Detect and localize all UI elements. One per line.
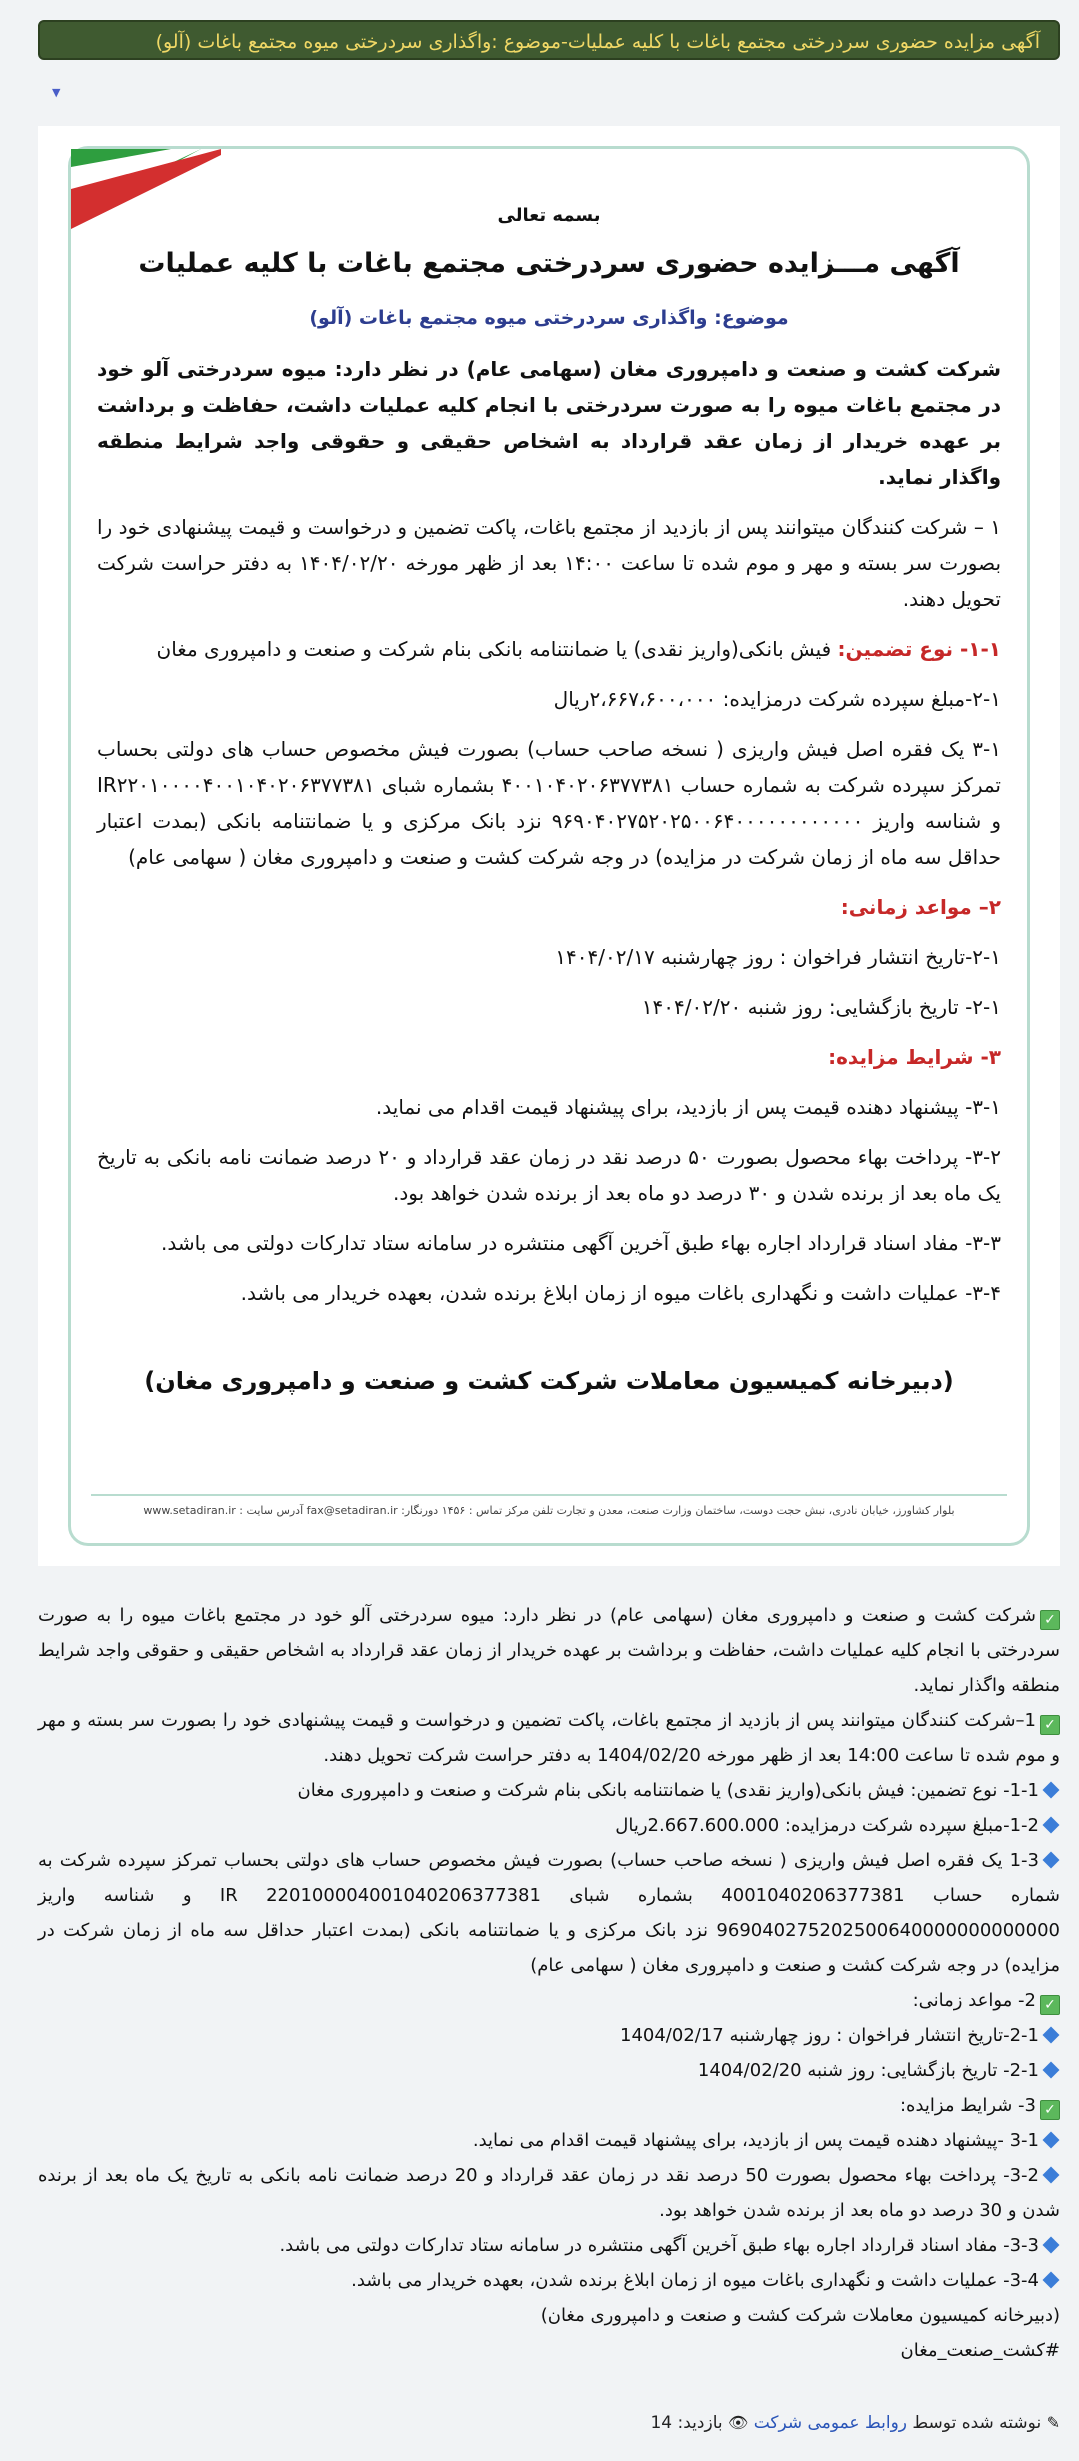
body-item-3-3 xyxy=(38,2228,1060,2263)
document-item-1: ۱ – شرکت کنندگان میتوانند پس از بازدید از مجتمع باغات، پاکت تضمین و درخواست و قیمت پیشنهادی خود را بصورت سر بسته و مهر و موم شده تا ساعت ۱۴:۰۰ بعد از ظهر مورخه ۱۴۰۴/۰۲/۲۰ به دفتر حراست شرکت تحویل دهند. xyxy=(97,515,1002,611)
document-item-1-1-label: ۱-۱- نوع تضمین: xyxy=(837,637,1001,661)
page-title: آگهی مزایده حضوری سردرختی مجتمع باغات با کلیه عملیات-موضوع :واگذاری سردرختی میوه مجتمع باغات (آلو) xyxy=(38,20,1060,60)
document-footer: بلوار کشاورز، خیابان نادری، نبش حجت دوست، ساختمان وزارت صنعت، معدن و تجارت تلفن مرکز تماس : ۱۴۵۶ دورنگار: fax@setadiran.ir آدرس سایت : www.setadiran.ir xyxy=(91,1494,1007,1517)
document-subject: موضوع: واگذاری سردرختی میوه مجتمع باغات (آلو) xyxy=(309,307,789,329)
article-body xyxy=(38,1598,1060,2368)
body-intro xyxy=(38,1598,1060,1703)
body-item-1 xyxy=(38,1703,1060,1773)
document-item-1-1 xyxy=(97,631,1001,667)
document-intro: شرکت کشت و صنعت و دامپروری مغان (سهامی عام) در نظر دارد: میوه سردرختی آلو خود در مجتمع باغات میوه را به صورت سردرختی با انجام کلیه عملیات داشت، حفاظت و برداشت بر عهده خریدار از زمان عقد قرارداد به اشخاص حقیقی و حقوقی واجد شرایط منطقه واگذار نماید. xyxy=(97,357,1001,489)
body-item-1-3 xyxy=(38,1843,1060,1983)
body-item-3-4 xyxy=(38,2263,1060,2298)
document-heading-3: ۳- شرایط مزایده: xyxy=(828,1045,1001,1069)
announcement-image xyxy=(38,126,1060,1566)
diamond-bullet-icon xyxy=(1043,2272,1060,2289)
body-item-3-2-text: 3-2- پرداخت بهاء محصول بصورت 50 درصد نقد در زمان عقد قرارداد و 20 درصد ضمانت نامه بانکی به تاریخ یک ماه بعد از برنده شدن و 30 درصد دو ماه بعد از برنده شدن خواهد بود. xyxy=(38,2165,1060,2221)
author-link[interactable]: روابط عمومی شرکت xyxy=(753,2413,907,2433)
body-item-3-3-text: 3-3- مفاد اسناد قرارداد اجاره بهاء طبق آخرین آگهی منتشره در سامانه ستاد تدارکات دولتی می باشد. xyxy=(279,2235,1039,2256)
body-item-1-text: 1–شرکت کنندگان میتوانند پس از بازدید از مجتمع باغات، پاکت تضمین و درخواست و قیمت پیشنهادی خود را بصورت سر بسته و مهر و موم شده تا ساعت 14:00 بعد از ظهر مورخه 1404/02/20 به دفتر حراست شرکت تحویل دهند. xyxy=(38,1710,1060,1766)
body-item-3-1-text: 3-1 -پیشنهاد دهنده قیمت پس از بازدید، برای پیشنهاد قیمت اقدام می نماید. xyxy=(472,2130,1039,2151)
check-icon: ✓ xyxy=(1040,1610,1060,1630)
views-count: 14 xyxy=(650,2413,673,2433)
document-item-3-2: ۳-۲- پرداخت بهاء محصول بصورت ۵۰ درصد نقد در زمان عقد قرارداد و ۲۰ درصد ضمانت نامه بانکی به تاریخ یک ماه بعد از برنده شدن و ۳۰ درصد دو ماه بعد از برنده شدن خواهد بود. xyxy=(97,1145,1001,1205)
body-item-2-1 xyxy=(38,2018,1060,2053)
body-item-2-2 xyxy=(38,2053,1060,2088)
diamond-bullet-icon xyxy=(1043,2132,1060,2149)
announcement-document xyxy=(68,146,1030,1546)
body-item-1-3-text: 1-3 یک فقره اصل فیش واریزی ( نسخه صاحب حساب) بصورت فیش مخصوص حساب های دولتی بحساب تمرکز سپرده شرکت به شماره حساب 4001040206377381 بشماره شبای IR 220100004001040206377381 و شناسه واریز 969040275202500640000000000000 نزد بانک مرکزی و یا ضمانتنامه بانکی (بمدت اعتبار حداقل سه ماه از زمان شرکت در مزایده) در وجه شرکت کشت و صنعت و دامپروری مغان ( سهامی عام) xyxy=(38,1850,1061,1976)
body-hashtag[interactable]: #کشت_صنعت_مغان xyxy=(900,2340,1060,2361)
body-item-1-1 xyxy=(38,1773,1060,1808)
written-by-label: نوشته شده توسط xyxy=(912,2413,1042,2433)
body-signature: (دبیرخانه کمیسیون معاملات شرکت کشت و صنعت و دامپروری مغان) xyxy=(540,2305,1060,2326)
document-item-3-4: ۳-۴- عملیات داشت و نگهداری باغات میوه از زمان ابلاغ برنده شدن، بعهده خریدار می باشد. xyxy=(240,1281,1001,1305)
body-item-2-text: 2- مواعد زمانی: xyxy=(912,1990,1036,2011)
diamond-bullet-icon xyxy=(1043,2167,1060,2184)
document-heading-2: ۲– مواعد زمانی: xyxy=(840,895,1001,919)
document-item-1-2: ۲-۱-مبلغ سپرده شرکت درمزایده: ۲،۶۶۷،۶۰۰،۰۰۰ریال xyxy=(553,687,1001,711)
body-item-2 xyxy=(38,1983,1060,2018)
diamond-bullet-icon xyxy=(1043,1852,1060,1869)
body-item-1-2 xyxy=(38,1808,1060,1843)
body-item-3 xyxy=(38,2088,1060,2123)
caret-down-icon[interactable]: ▼ xyxy=(52,86,61,99)
document-item-2-2: ۲-۱- تاریخ بازگشایی: روز شنبه ۱۴۰۴/۰۲/۲۰ xyxy=(641,995,1001,1019)
document-item-2-1: ۲-۱-تاریخ انتشار فراخوان : روز چهارشنبه ۱۴۰۴/۰۲/۱۷ xyxy=(555,945,1001,969)
edit-icon: ✎ xyxy=(1046,2413,1060,2432)
body-item-1-1-text: 1-1- نوع تضمین: فیش بانکی(واریز نقدی) یا ضمانتنامه بانکی بنام شرکت و صنعت و دامپروری مغان xyxy=(297,1780,1039,1801)
eye-icon: 👁 xyxy=(728,2413,749,2432)
document-signature: (دبیرخانه کمیسیون معاملات شرکت کشت و صنعت و دامپروری مغان) xyxy=(144,1367,954,1395)
body-item-1-2-text: 1-2-مبلغ سپرده شرکت درمزایده: 2.667.600.000ریال xyxy=(615,1815,1039,1836)
check-icon: ✓ xyxy=(1040,1995,1060,2015)
document-content xyxy=(97,205,1001,1395)
body-item-2-2-text: 2-1- تاریخ بازگشایی: روز شنبه 1404/02/20 xyxy=(697,2060,1039,2081)
check-icon: ✓ xyxy=(1040,1715,1060,1735)
document-title: آگهی مـــزایده حضوری سردرختی مجتمع باغات با کلیه عملیات xyxy=(138,248,960,279)
body-item-3-2 xyxy=(38,2158,1060,2228)
document-item-3-3: ۳-۳- مفاد اسناد قرارداد اجاره بهاء طبق آخرین آگهی منتشره در سامانه ستاد تدارکات دولتی می باشد. xyxy=(161,1231,1001,1255)
views-label: بازدید: xyxy=(677,2413,723,2433)
document-item-1-1-text: فیش بانکی(واریز نقدی) یا ضمانتنامه بانکی بنام شرکت و صنعت و دامپروری مغان xyxy=(156,637,832,661)
check-icon: ✓ xyxy=(1040,2100,1060,2120)
diamond-bullet-icon xyxy=(1043,1782,1060,1799)
document-item-1-3: ۳-۱ یک فقره اصل فیش واریزی ( نسخه صاحب حساب) بصورت فیش مخصوص حساب های دولتی بحساب تمرکز سپرده شرکت به شماره حساب ۴۰۰۱۰۴۰۲۰۶۳۷۷۳۸۱ بشماره شبای IR۲۲۰۱۰۰۰۰۴۰۰۱۰۴۰۲۰۶۳۷۷۳۸۱ و شناسه واریز ۹۶۹۰۴۰۲۷۵۲۰۲۵۰۰۶۴۰۰۰۰۰۰۰۰۰۰۰۰ نزد بانک مرکزی و یا ضمانتنامه بانکی (بمدت اعتبار حداقل سه ماه از زمان شرکت در مزایده) در وجه شرکت کشت و صنعت و دامپروری مغان ( سهامی عام) xyxy=(97,737,1001,869)
body-item-3-4-text: 3-4- عملیات داشت و نگهداری باغات میوه از زمان ابلاغ برنده شدن، بعهده خریدار می باشد. xyxy=(351,2270,1039,2291)
body-item-3-1 xyxy=(38,2123,1060,2158)
document-basmala: بسمه تعالی xyxy=(497,205,601,226)
diamond-bullet-icon xyxy=(1043,2027,1060,2044)
body-item-3-text: 3- شرایط مزایده: xyxy=(899,2095,1036,2116)
body-item-2-1-text: 2-1-تاریخ انتشار فراخوان : روز چهارشنبه 1404/02/17 xyxy=(620,2025,1039,2046)
diamond-bullet-icon xyxy=(1043,1817,1060,1834)
post-meta xyxy=(38,2413,1060,2433)
document-item-3-1: ۳-۱- پیشنهاد دهنده قیمت پس از بازدید، برای پیشنهاد قیمت اقدام می نماید. xyxy=(375,1095,1001,1119)
diamond-bullet-icon xyxy=(1043,2062,1060,2079)
diamond-bullet-icon xyxy=(1043,2237,1060,2254)
body-intro-text: شرکت کشت و صنعت و دامپروری مغان (سهامی عام) در نظر دارد: میوه سردرختی آلو خود در مجتمع باغات میوه را به صورت سردرختی با انجام کلیه عملیات داشت، حفاظت و برداشت بر عهده خریدار از زمان عقد قرارداد به اشخاص حقیقی و حقوقی واجد شرایط منطقه واگذار نماید. xyxy=(38,1605,1060,1696)
